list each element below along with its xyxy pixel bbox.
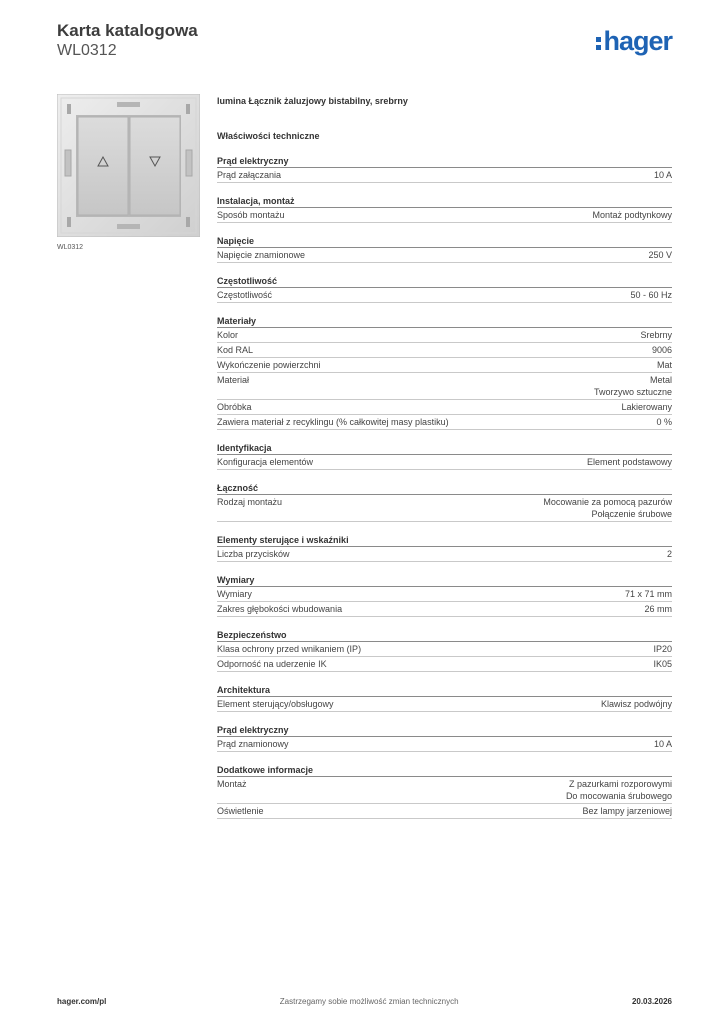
spec-section — [217, 482, 672, 522]
footer-notice: Zastrzegamy sobie możliwość zmian technicznych — [279, 997, 459, 1006]
spec-value-line: IK05 — [653, 659, 672, 669]
section-title: Łączność — [217, 482, 672, 495]
spec-value-line: 2 — [666, 549, 672, 559]
spec-row — [217, 358, 672, 373]
section-title: Napięcie — [217, 235, 672, 248]
spec-row — [217, 373, 672, 400]
spec-section — [217, 442, 672, 470]
spec-row — [217, 547, 672, 562]
spec-value — [543, 496, 672, 520]
spec-value — [594, 374, 672, 398]
spec-row — [217, 657, 672, 672]
spec-label: Rodzaj montażu — [217, 497, 283, 507]
technical-properties-title: Właściwości techniczne — [217, 131, 320, 141]
spec-row — [217, 400, 672, 415]
section-title: Elementy sterujące i wskaźniki — [217, 534, 672, 547]
spec-value-line: Srebrny — [640, 330, 672, 340]
spec-row — [217, 587, 672, 602]
footer — [57, 997, 672, 1006]
spec-value-line: 9006 — [651, 345, 672, 355]
spec-value-line: Montaż podtynkowy — [592, 210, 672, 220]
spec-label: Sposób montażu — [217, 210, 285, 220]
spec-value-line: 71 x 71 mm — [624, 589, 672, 599]
spec-row — [217, 777, 672, 804]
image-caption: WL0312 — [57, 244, 84, 251]
spec-row — [217, 737, 672, 752]
spec-value — [654, 169, 672, 181]
spec-value-line: Połączenie śrubowe — [591, 509, 672, 519]
spec-section — [217, 684, 672, 712]
spec-sections — [217, 155, 672, 819]
spec-label: Klasa ochrony przed wnikaniem (IP) — [217, 644, 362, 654]
spec-section — [217, 235, 672, 263]
section-title: Instalacja, montaż — [217, 195, 672, 208]
spec-value-line: 250 V — [648, 250, 672, 260]
spec-label: Częstotliwość — [217, 290, 273, 300]
spec-value-line: Lakierowany — [621, 402, 672, 412]
section-title: Bezpieczeństwo — [217, 629, 672, 642]
section-title: Prąd elektryczny — [217, 724, 672, 737]
spec-value — [657, 359, 672, 371]
spec-section — [217, 195, 672, 223]
document-title: Karta katalogowa — [57, 21, 198, 40]
section-title: Dodatkowe informacje — [217, 764, 672, 777]
spec-row — [217, 343, 672, 358]
spec-value-line: Tworzywo sztuczne — [593, 387, 672, 397]
spec-label: Obróbka — [217, 402, 252, 412]
spec-label: Materiał — [217, 375, 250, 385]
document-code: WL0312 — [57, 42, 117, 59]
spec-value-line: Mocowanie za pomocą pazurów — [543, 497, 672, 507]
spec-section — [217, 534, 672, 562]
spec-section — [217, 764, 672, 819]
spec-value-line: 10 A — [653, 170, 672, 180]
spec-section — [217, 574, 672, 617]
footer-date: 20.03.2026 — [631, 997, 672, 1006]
spec-value — [566, 778, 672, 802]
spec-row — [217, 804, 672, 819]
spec-section — [217, 315, 672, 430]
spec-row — [217, 495, 672, 522]
spec-row — [217, 455, 672, 470]
spec-row — [217, 208, 672, 223]
spec-value-line: 10 A — [653, 739, 672, 749]
spec-value — [640, 329, 672, 341]
spec-value — [601, 698, 672, 710]
spec-value-line: Element podstawowy — [586, 457, 672, 467]
spec-label: Kod RAL — [217, 345, 254, 355]
spec-value — [621, 401, 672, 413]
section-title: Wymiary — [217, 574, 672, 587]
spec-value — [654, 738, 672, 750]
logo-dots-icon — [596, 37, 601, 50]
spec-label: Oświetlenie — [217, 806, 264, 816]
spec-label: Wykończenie powierzchni — [217, 360, 321, 370]
logo-text: hager — [603, 26, 672, 56]
section-title: Prąd elektryczny — [217, 155, 672, 168]
spec-section — [217, 724, 672, 752]
spec-value — [648, 249, 672, 261]
section-title: Architektura — [217, 684, 672, 697]
spec-label: Element sterujący/obsługowy — [217, 699, 334, 709]
spec-label: Napięcie znamionowe — [217, 250, 306, 260]
spec-value — [582, 805, 672, 817]
spec-value — [592, 209, 672, 221]
spec-value-line: 50 - 60 Hz — [630, 290, 672, 300]
spec-value-line: Mat — [656, 360, 672, 370]
spec-value-line: Klawisz podwójny — [600, 699, 672, 709]
section-title: Identyfikacja — [217, 442, 672, 455]
spec-value — [653, 658, 672, 670]
section-title: Materiały — [217, 315, 672, 328]
spec-section — [217, 155, 672, 183]
spec-label: Montaż — [217, 779, 247, 789]
spec-row — [217, 642, 672, 657]
spec-value — [653, 643, 672, 655]
spec-value — [667, 548, 672, 560]
spec-value — [625, 588, 672, 600]
spec-row — [217, 288, 672, 303]
spec-value-line: 26 mm — [644, 604, 672, 614]
spec-value-line: Metal — [649, 375, 672, 385]
spec-row — [217, 415, 672, 430]
spec-value — [652, 344, 672, 356]
hager-logo — [596, 28, 672, 55]
spec-value-line: Z pazurkami rozporowymi — [568, 779, 672, 789]
spec-value — [587, 456, 672, 468]
spec-row — [217, 248, 672, 263]
spec-label: Zawiera materiał z recyklingu (% całkowitej masy plastiku) — [217, 417, 449, 427]
spec-row — [217, 168, 672, 183]
spec-section — [217, 275, 672, 303]
spec-row — [217, 602, 672, 617]
spec-label: Liczba przycisków — [217, 549, 290, 559]
section-title: Częstotliwość — [217, 275, 672, 288]
spec-label: Prąd znamionowy — [217, 739, 289, 749]
spec-value — [644, 603, 672, 615]
spec-value — [656, 416, 672, 428]
spec-row — [217, 697, 672, 712]
spec-value-line: 0 % — [656, 417, 672, 427]
product-name: lumina Łącznik żaluzjowy bistabilny, srebrny — [217, 96, 408, 106]
product-image — [57, 94, 200, 237]
spec-row — [217, 328, 672, 343]
spec-label: Wymiary — [217, 589, 252, 599]
spec-label: Kolor — [217, 330, 239, 340]
spec-label: Konfiguracja elementów — [217, 457, 314, 467]
spec-table — [217, 94, 672, 819]
header — [57, 20, 198, 60]
spec-value-line: IP20 — [653, 644, 672, 654]
spec-label: Odporność na uderzenie IK — [217, 659, 327, 669]
spec-value-line: Bez lampy jarzeniowej — [582, 806, 672, 816]
spec-section — [217, 629, 672, 672]
spec-label: Prąd załączania — [217, 170, 282, 180]
footer-url[interactable]: hager.com/pl — [57, 997, 107, 1006]
spec-label: Zakres głębokości wbudowania — [217, 604, 343, 614]
spec-value-line: Do mocowania śrubowego — [565, 791, 672, 801]
spec-value — [630, 289, 672, 301]
